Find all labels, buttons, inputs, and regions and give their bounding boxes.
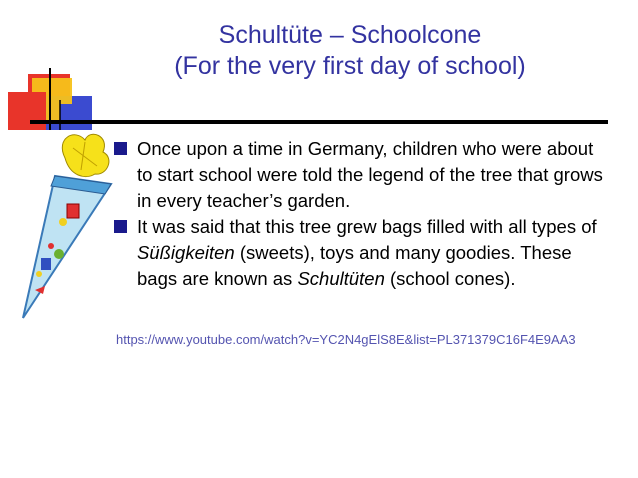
- bullet-text-part: (sweets), toys and many goodies. These bags are known as: [137, 242, 572, 289]
- bullet-item: [112, 214, 612, 292]
- bullet-list: [112, 136, 612, 292]
- corner-decoration: [0, 0, 110, 130]
- bullet-italic-term: Süßigkeiten: [137, 242, 235, 263]
- page-title: [100, 20, 600, 82]
- square-bullet-icon: [114, 220, 127, 233]
- bullet-text-part: (school cones).: [384, 268, 516, 289]
- bullet-text: Once upon a time in Germany, children who were about to start school were told the legend of the tree that grows in every teacher’s garden.: [137, 138, 603, 211]
- schoolcone-illustration: [15, 118, 120, 328]
- bullet-italic-term: Schultüten: [297, 268, 385, 289]
- square-bullet-icon: [114, 142, 127, 155]
- bullet-item: [112, 136, 612, 214]
- title-line-2: (For the very first day of school): [174, 52, 526, 80]
- video-link[interactable]: https://www.youtube.com/watch?v=YC2N4gElS8E&list=PL371379C16F4E9AA3: [116, 332, 576, 347]
- bullet-text-part: It was said that this tree grew bags filled with all types of: [137, 216, 597, 237]
- title-line-1: Schultüte – Schoolcone: [218, 21, 482, 49]
